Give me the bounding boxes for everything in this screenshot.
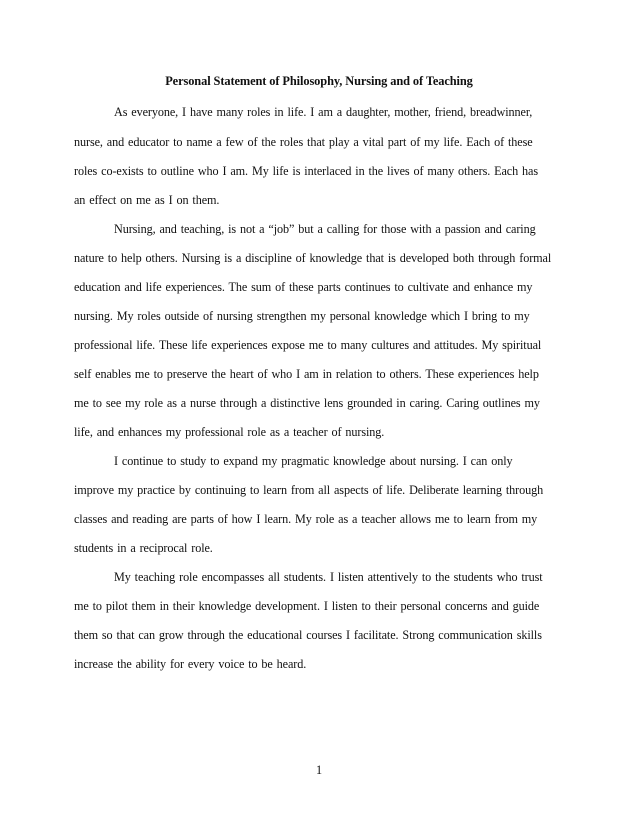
paragraph-1-line-2: nurse, and educator to name a few of the roles that play a vital part of my life. Each of these [74,135,533,149]
paragraph-3-line-2: improve my practice by continuing to learn from all aspects of life. Deliberate learning through [74,483,544,497]
paragraph-1-line-4: an effect on me as I on them. [74,193,220,207]
paragraph-2-line-1: Nursing, and teaching, is not a “job” but a calling for those with a passion and caring [114,222,536,236]
paragraph-2-line-3: education and life experiences. The sum of these parts continues to cultivate and enhance my [74,280,533,294]
paragraph-3-line-4: students in a reciprocal role. [74,541,213,555]
paragraph-2-line-2: nature to help others. Nursing is a discipline of knowledge that is developed both through formal [74,251,552,265]
paragraph-3-line-1: I continue to study to expand my pragmatic knowledge about nursing. I can only [114,454,513,468]
paragraph-4-line-4: increase the ability for every voice to be heard. [74,657,307,671]
paragraph-1-line-1: As everyone, I have many roles in life. I am a daughter, mother, friend, breadwinner, [114,105,533,119]
paragraph-2-line-4: nursing. My roles outside of nursing strengthen my personal knowledge which I bring to my [74,309,530,323]
paragraph-3-line-3: classes and reading are parts of how I learn. My role as a teacher allows me to learn from my [74,512,538,526]
page-number: 1 [315,763,323,777]
paragraph-2-line-5: professional life. These life experiences expose me to many cultures and attitudes. My spiritual [74,338,542,352]
paragraph-4-line-3: them so that can grow through the educational courses I facilitate. Strong communication skills [74,628,542,642]
paragraph-1-line-3: roles co-exists to outline who I am. My life is interlaced in the lives of many others. Each has [74,164,538,178]
paragraph-2-line-8: life, and enhances my professional role as a teacher of nursing. [74,425,385,439]
paragraph-2-line-6: self enables me to preserve the heart of who I am in relation to others. These experiences help [74,367,539,381]
document-title: Personal Statement of Philosophy, Nursing and of Teaching [165,74,473,88]
paragraph-4-line-2: me to pilot them in their knowledge development. I listen to their personal concerns and guide [74,599,540,613]
paragraph-4-line-1: My teaching role encompasses all students. I listen attentively to the students who trust [114,570,543,584]
paragraph-2-line-7: me to see my role as a nurse through a distinctive lens grounded in caring. Caring outlines my [74,396,540,410]
